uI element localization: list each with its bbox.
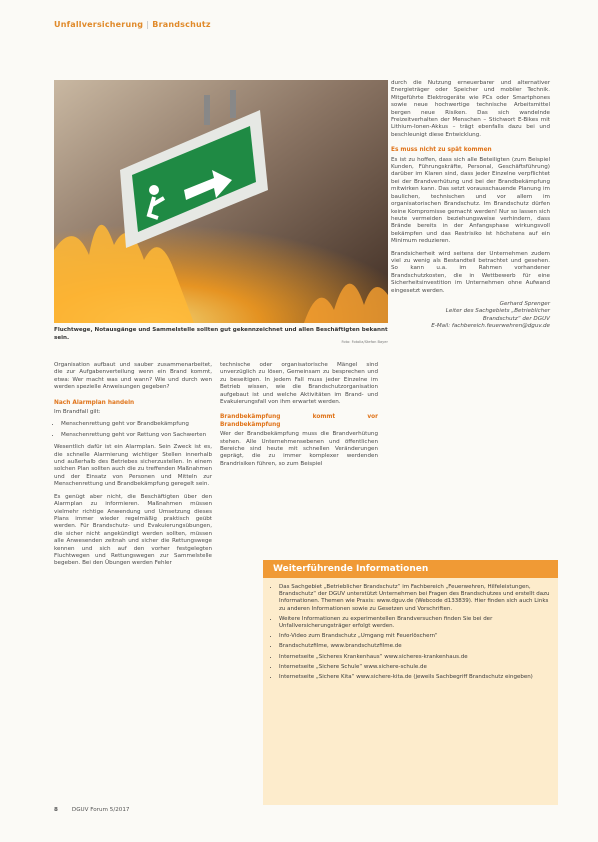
column-middle [220,362,378,473]
exit-sign-photo [54,80,388,323]
bullet-list [54,421,212,439]
info-box-title: Weiterführende Informationen [263,560,558,578]
subheading: Brandbekämpfung kommt vor Brandbekämpfung [220,414,378,428]
info-item: • Internetseite „Sicheres Krankenhaus“ www.sicheres-krankenhaus.de [279,654,550,661]
subheading: Es muss nicht zu spät kommen [391,147,492,154]
author-signature [391,301,550,331]
author-email: E-Mail: fachbereich.feuerwehren@dguv.de [431,323,550,330]
page-number: 8 [54,807,58,813]
author-role: Leiter des Sachgebiets „Betrieblicher [445,308,550,315]
author-name: Gerhard Sprenger [499,300,550,307]
info-item: • Internetseite „Sichere Schule“ www.sichere-schule.de [279,664,550,671]
photo-caption: Fluchtwege, Notausgänge und Sammelstelle sollten gut gekennzeichnet und allen Beschäftigten bekannt sein. [54,327,388,341]
section-header: Unfallversicherung | Brandschutz [54,20,211,29]
info-item: • Brandschutzfilme, www.brandschutzfilme.de [279,643,550,650]
paragraph: Organisation aufbaut und sauber zusammenarbeitet, die zur Aufgabenverteilung wenn ein Brand kommt, etwa: Wer macht was und wann? Wie und durch wen werden spezielle Anweisungen gegeben? [54,362,212,391]
paragraph: durch die Nutzung erneuerbarer und alternativer Energieträger oder Speicher und mobiler Technik. Mitgeführte Elektrogeräte wie PCs oder Smartphones sowie neue hochwertige technische Arbeitsmittel bergen neue Risiken. Das sich wandelnde Freizeitverhalten der Menschen – Stichwort E-Bikes mit Lithium-Ionen-Akkus – trägt ebenfalls dazu bei und beschleunigt diese Entwicklung. [391,80,550,138]
info-item: • Info-Video zum Brandschutz „Umgang mit Feuerlöschern“ [279,633,550,640]
paragraph: Es ist zu hoffen, dass sich alle Beteiligten (zum Beispiel Kunden, Führungskräfte, Personal, Geschäftsführung) darüber im Klaren sind, dass jeder Einzelne verpflichtet bei der Brandverhütung und bei der Brandbekämpfung mitwirken kann. Das setzt vorausschauende Planung im baulichen, technischen und vor allem im organisatorischen Brandschutz. Im Brandschutz dürfen keine Kompromisse gemacht werden! Nur so lassen sich heute vermeiden beziehungsweise verhindern, dass Brände bereits in der Anfangsphase wirkungsvoll bekämpfen und das Restrisiko ist höchstens auf ein Minimum reduzieren. [391,156,550,245]
info-item: • Das Sachgebiet „Betrieblicher Brandschutz“ im Fachbereich „Feuerwehren, Hilfeleistungen, Brandschutz“ der DGUV unterstützt Unternehmen bei Fragen des Brandschutzes und erstellt dazu Informationen. Themen wie Praxis: www.dguv.de (Webcode d133839). Hier finden sich auch Links zu anderen Informationen sowie zu Gesetzen und Vorschriften. [279,584,550,613]
list-item: • Menschenrettung geht vor Brandbekämpfung [61,421,212,428]
photo-credit: Foto: Fotolia/Stefan Bayer [341,340,388,344]
author-role: Brandschutz“ der DGUV [482,315,550,322]
paragraph: Im Brandfall gilt: [54,409,101,416]
paragraph: Es genügt aber nicht, die Beschäftigten über den Alarmplan zu informieren. Maßnahmen müssen vielmehr richtige Anwendung und Umsetzung dieses Plans immer wieder regelmäßig praktisch geübt werden. Für Brandschutz- und Evakuierungsübungen, die sicher nicht angekündigt werden sollten, müssen alle Anwesenden zeitnah und sicher die Rettungswege kennen und sich auf den vorher festgelegten Fluchtwegen und Rettungswegen zur Sammelstelle begeben. Bei den Übungen werden Fehler [54,493,212,567]
column-right [391,80,550,331]
paragraph: technische oder organisatorische Mängel sind unverzüglich zu lösen, Gemeinsam zu besprechen und zu beseitigen. In jedem Fall muss jeder Einzelne im Betrieb wissen, wie die Brandschutzorganisation aufgebaut ist und welche Aktivitäten im Brand- und Evakuierungsfall von ihm erwartet werden. [220,362,378,406]
page-footer [54,807,129,813]
info-item: • Internetseite „Sichere Kita“ www.sichere-kita.de (jeweils Sachbegriff Brandschutz eingeben) [279,674,550,681]
info-list [271,584,550,681]
paragraph: Wer der Brandbekämpfung muss die Brandverhütung stehen. Alle Unternehmensebenen und öffentlichen Bereiche sind heute mit schnellen Veränderungen geprägt, die zu immer komplexer werdenden Brandrisiken führen, so zum Beispiel [220,431,378,467]
topic-label: Brandschutz [152,20,211,29]
issue-label: DGUV Forum 5/2017 [71,807,130,813]
exit-sign-illustration [54,80,388,323]
column-left [54,362,212,573]
info-box [263,560,558,805]
list-item: • Menschenrettung geht vor Rettung von Sachwerten [61,432,212,439]
paragraph: Wesentlich dafür ist ein Alarmplan. Sein Zweck ist es, die schnelle Alarmierung wichtiger Stellen innerhalb und außerhalb des Betriebes sicherzustellen. In einem solchen Plan sollten auch die zu treffenden Maßnahmen und der Einsatz von Personen und Mitteln zur Menschenrettung und Brandbekämpfung geregelt sein. [54,444,212,488]
section-label: Unfallversicherung [54,20,144,29]
paragraph: Brandsicherheit wird seitens der Unternehmen zudem viel zu wenig als Bestandteil betrachtet und gesehen. So kann u.a. im Rahmen vorhandener Brandschutzkosten, die in Wettbewerb für eine Sicherheitsinvestition im Unternehmen ohne Aufwand eingesetzt werden. [391,250,550,294]
subheading: Nach Alarmplan handeln [54,399,135,406]
info-item: • Weitere Informationen zu experimentellen Brandversuchen finden Sie bei der Unfallversicherungsträger erfolgt werden. [279,616,550,630]
